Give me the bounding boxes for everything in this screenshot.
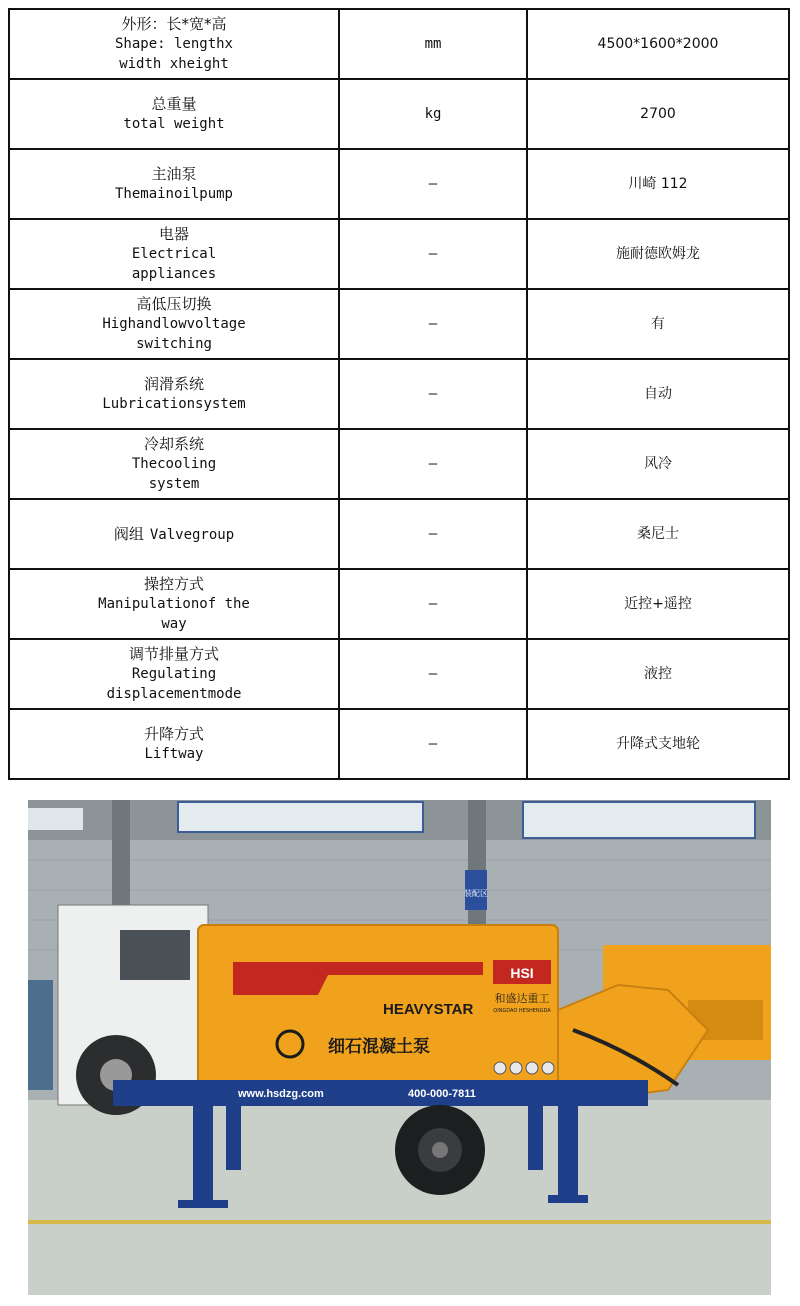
spec-row — [9, 639, 789, 709]
param-cell — [9, 429, 339, 499]
front-leg — [193, 1100, 213, 1205]
value-cell: 风冷 — [527, 429, 789, 499]
company-en-label: QINGDAO HESHENGDA — [493, 1008, 551, 1014]
unit-cell: — — [339, 499, 527, 569]
brand-label: HEAVYSTAR — [383, 1001, 474, 1018]
param-name-en: Liftway — [144, 746, 204, 762]
product-label: 细石混凝土泵 — [328, 1037, 430, 1057]
param-cell — [9, 219, 339, 289]
param-cell — [9, 79, 339, 149]
spec-row — [9, 9, 789, 79]
param-cell — [9, 709, 339, 779]
spec-row — [9, 499, 789, 569]
param-name-zh: 调节排量方式 — [128, 645, 219, 663]
unit-cell: — — [339, 639, 527, 709]
unit-cell: — — [339, 289, 527, 359]
param-name-zh: 操控方式 — [143, 575, 204, 593]
product-photo — [28, 800, 771, 1295]
company-label: 和盛达重工 — [494, 992, 550, 1005]
spec-row — [9, 569, 789, 639]
param-name-en: Thecooling system — [131, 456, 217, 492]
spec-row — [9, 219, 789, 289]
unit-cell: mm — [339, 9, 527, 79]
param-cell — [9, 569, 339, 639]
value-cell: 2700 — [527, 79, 789, 149]
param-name-en: Regulating displacementmode — [106, 666, 242, 702]
value-cell: 自动 — [527, 359, 789, 429]
param-name-en: Highandlowvoltage switching — [102, 316, 246, 352]
value-cell: 施耐德欧姆龙 — [527, 219, 789, 289]
param-name-en: total weight — [123, 116, 225, 132]
param-name-zh: 阀组 — [113, 524, 144, 543]
param-name-zh: 冷却系统 — [143, 435, 204, 453]
param-name-zh: 高低压切换 — [136, 295, 212, 313]
param-name-en: Lubricationsystem — [102, 396, 246, 412]
unit-cell: — — [339, 569, 527, 639]
param-cell — [9, 289, 339, 359]
unit-cell: — — [339, 709, 527, 779]
value-cell: 川崎 112 — [527, 149, 789, 219]
value-cell: 桑尼士 — [527, 499, 789, 569]
unit-cell: — — [339, 149, 527, 219]
param-name-zh: 外形：长*宽*高 — [121, 15, 227, 33]
param-name-zh: 升降方式 — [143, 725, 204, 743]
param-cell — [9, 499, 339, 569]
spec-row — [9, 429, 789, 499]
unit-cell: kg — [339, 79, 527, 149]
spec-row — [9, 289, 789, 359]
website-label: www.hsdzg.com — [238, 1088, 324, 1100]
param-name-en: Valvegroup — [149, 526, 235, 543]
param-name-zh: 主油泵 — [151, 165, 197, 183]
param-name-zh: 总重量 — [151, 95, 197, 113]
unit-cell: — — [339, 359, 527, 429]
param-cell — [9, 639, 339, 709]
unit-cell: — — [339, 219, 527, 289]
value-cell: 4500*1600*2000 — [527, 9, 789, 79]
spec-row — [9, 359, 789, 429]
spec-row — [9, 149, 789, 219]
value-cell: 有 — [527, 289, 789, 359]
phone-label: 400-000-7811 — [408, 1088, 476, 1100]
param-cell — [9, 9, 339, 79]
spec-row — [9, 709, 789, 779]
value-cell: 近控+遥控 — [527, 569, 789, 639]
param-name-en: Electrical appliances — [131, 246, 217, 282]
param-name-en: Themainoilpump — [114, 186, 233, 202]
spec-table — [8, 8, 790, 780]
svg-text:装配区: 装配区 — [464, 889, 488, 898]
param-name-zh: 电器 — [158, 225, 189, 243]
param-name-zh: 润滑系统 — [143, 375, 204, 393]
spec-row — [9, 79, 789, 149]
svg-text:HSI: HSI — [510, 965, 534, 981]
rear-leg — [558, 1100, 578, 1200]
floor — [28, 1100, 771, 1295]
param-name-en: Shape: lengthx width xheight — [114, 36, 233, 72]
param-name-en: Manipulationof the way — [98, 596, 250, 632]
unit-cell: — — [339, 429, 527, 499]
value-cell: 液控 — [527, 639, 789, 709]
param-cell — [9, 149, 339, 219]
param-cell — [9, 359, 339, 429]
model-label: XHBT4010-45S — [233, 961, 325, 976]
value-cell: 升降式支地轮 — [527, 709, 789, 779]
